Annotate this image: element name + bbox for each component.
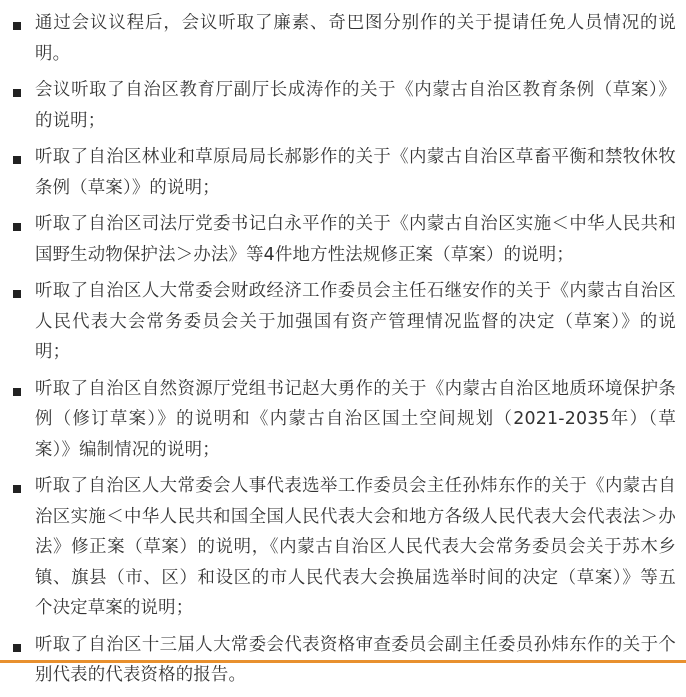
list-item-text: 通过会议议程后，会议听取了廉素、奇巴图分别作的关于提请任免人员情况的说明。 [35, 13, 676, 64]
list-item [0, 276, 686, 368]
list-item [0, 8, 686, 69]
list-item-text: 听取了自治区司法厅党委书记白永平作的关于《内蒙古自治区实施＜中华人民共和国野生动物保护法＞办法》等4件地方性法规修正案（草案）的说明； [35, 214, 676, 265]
list-item [0, 75, 686, 136]
square-bullet-icon [13, 22, 21, 30]
list-item-text: 听取了自治区自然资源厅党组书记赵大勇作的关于《内蒙古自治区地质环境保护条例（修订草案）》的说明和《内蒙古自治区国土空间规划（2021-2035年）（草案）》编制情况的说明； [35, 378, 676, 460]
square-bullet-icon [13, 644, 21, 652]
list-item-text: 听取了自治区十三届人大常委会代表资格审查委员会副主任委员孙炜东作的关于个别代表的代表资格的报告。 [35, 634, 676, 685]
bullet-list [0, 8, 686, 697]
list-item-text: 听取了自治区人大常委会财政经济工作委员会主任石继安作的关于《内蒙古自治区人民代表大会常务委员会关于加强国有资产管理情况监督的决定（草案）》的说明； [35, 281, 676, 362]
square-bullet-icon [13, 223, 21, 231]
square-bullet-icon [13, 156, 21, 164]
list-item [0, 471, 686, 624]
square-bullet-icon [13, 290, 21, 298]
list-item-text: 听取了自治区人大常委会人事代表选举工作委员会主任孙炜东作的关于《内蒙古自治区实施＜中华人民共和国全国人民代表大会和地方各级人民代表大会代表法＞办法》修正案（草案）的说明，《内蒙古自治区人民代表大会常务委员会关于苏木乡镇、旗县（市、区）和设区的市人民代表大会换届选举时间的决定（草案）》等五个决定草案的说明； [35, 476, 676, 618]
list-item-text: 听取了自治区林业和草原局局长郝影作的关于《内蒙古自治区草畜平衡和禁牧休牧条例（草案）》的说明； [35, 147, 676, 198]
list-item [0, 142, 686, 203]
list-item [0, 374, 686, 466]
list-item-text: 会议听取了自治区教育厅副厅长成涛作的关于《内蒙古自治区教育条例（草案）》的说明； [35, 80, 676, 131]
square-bullet-icon [13, 388, 21, 396]
square-bullet-icon [13, 485, 21, 493]
list-item [0, 209, 686, 270]
square-bullet-icon [13, 89, 21, 97]
